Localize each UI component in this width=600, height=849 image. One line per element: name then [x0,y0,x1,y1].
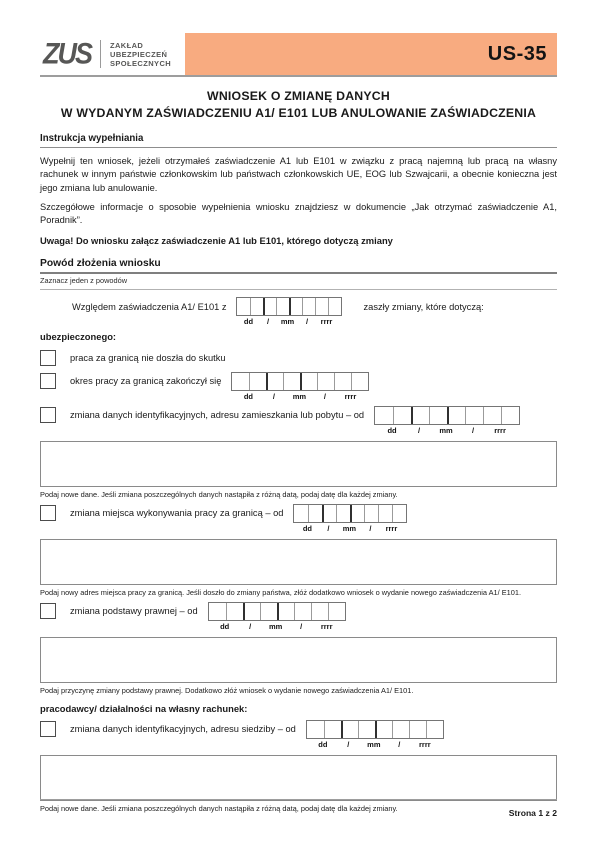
date-cell[interactable] [276,298,289,315]
caption-legal-basis-reason: Podaj przyczynę zmiany podstawy prawnej. Dodatkowo złóż wniosek o wydanie nowego zaświadczenia A1/ E101. [40,686,414,696]
date-cell[interactable] [375,407,393,424]
instructions-note: Uwaga! Do wniosku załącz zaświadczenie A1 lub E101, którego dotyczą zmiany [40,235,393,247]
date-cell[interactable] [266,373,283,390]
date-label-dd: dd [243,392,253,402]
date-cell[interactable] [429,407,447,424]
date-label-slash: / [305,317,309,327]
instructions-heading: Instrukcja wypełniania [40,133,557,148]
date-cell[interactable] [375,721,392,738]
date-label-yyyy: rrrr [494,426,506,436]
form-title-line1: WNIOSEK O ZMIANĘ DANYCH [207,89,390,103]
date-label-mm: mm [280,317,295,327]
reason-section-hint: Zaznacz jeden z powodów [40,274,557,290]
reason-label: zmiana danych identyfikacyjnych, adresu zamieszkania lub pobytu – od [70,410,365,421]
org-line-2: UBEZPIECZEŃ [110,49,168,59]
date-label-mm: mm [292,392,307,402]
date-cell[interactable] [328,603,345,620]
date-cell[interactable] [358,721,375,738]
date-label-slash: / [266,317,270,327]
date-label-mm: mm [439,426,453,436]
date-format-labels [231,392,369,401]
date-cell[interactable] [411,407,429,424]
date-cell[interactable] [283,373,300,390]
date-cell[interactable] [336,505,350,522]
form-title-line2: W WYDANYM ZAŚWIADCZENIU A1/ E101 LUB ANULOWANIE ZAŚWIADCZENIA [60,106,537,120]
date-cell[interactable] [289,298,302,315]
date-cell[interactable] [249,373,266,390]
date-cell[interactable] [226,603,243,620]
date-label-yyyy: rrrr [419,740,431,750]
date-cell[interactable] [378,505,392,522]
date-field-workplace-change[interactable] [293,504,407,533]
certificate-date-suffix: zaszły zmiany, które dotyczą: [363,302,484,313]
date-cells[interactable] [374,406,520,425]
caption-new-workplace-address: Podaj nowy adres miejsca pracy za granicą. Jeśli doszło do zmiany państwa, złóż dodatkowo wniosek o wydanie nowego zaświadczenia A1/ E101. [40,588,522,598]
checkbox-work-period-ended[interactable] [40,373,56,389]
date-label-slash: / [272,392,275,402]
date-field-id-data-change[interactable] [374,406,520,435]
date-field-certificate[interactable] [236,297,342,326]
date-cells[interactable] [231,372,369,391]
reason-label: zmiana danych identyfikacyjnych, adresu siedziby – od [70,724,296,735]
date-label-slash: / [327,524,330,534]
caption-employer-new-data: Podaj nowe dane. Jeśli zmiana poszczególnych danych nastąpiła z różną datą, podaj datę dla każdej zmiany. [40,804,398,814]
reason-label: okres pracy za granicą zakończył się [70,376,222,387]
reason-row-legal-basis-change [40,602,557,631]
date-cell[interactable] [308,505,322,522]
form-header [40,33,557,77]
date-cell[interactable] [350,505,364,522]
date-cell[interactable] [294,603,311,620]
reason-label: praca za granicą nie doszła do skutku [70,353,226,364]
org-line-3: SPOŁECZNYCH [110,58,172,68]
certificate-date-prefix: Względem zaświadczenia A1/ E101 z [72,302,227,313]
textarea-new-workplace-address[interactable] [40,539,557,585]
reason-row-work-period-ended [40,372,557,401]
checkbox-workplace-change[interactable] [40,505,56,521]
date-label-mm: mm [342,524,357,534]
date-field-work-period-ended[interactable] [231,372,369,401]
date-field-legal-basis-change[interactable] [208,602,346,631]
date-label-slash: / [418,426,421,436]
date-cells[interactable] [236,297,342,316]
date-cell[interactable] [315,298,328,315]
reason-row-employer-id-change [40,720,557,749]
date-label-dd: dd [220,622,230,632]
checkbox-id-data-change[interactable] [40,407,56,423]
date-label-yyyy: rrrr [385,524,398,534]
textarea-insured-new-data[interactable] [40,441,557,487]
date-label-slash: / [472,426,475,436]
date-label-dd: dd [302,524,312,534]
date-cell[interactable] [351,373,368,390]
reason-row-work-abroad-failed [40,349,557,367]
date-label-yyyy: rrrr [344,392,357,402]
form-code: US-35 [487,42,547,65]
date-cell[interactable] [393,407,411,424]
employer-subheading: pracodawcy/ działalności na własny rachunek: [40,703,248,715]
date-cell[interactable] [250,298,263,315]
checkbox-employer-id-change[interactable] [40,721,56,737]
date-cell[interactable] [447,407,465,424]
reason-row-id-data-change [40,406,557,435]
zus-logo: ZUS [43,37,91,70]
date-cell[interactable] [237,298,250,315]
checkbox-legal-basis-change[interactable] [40,603,56,619]
certificate-date-row [72,297,557,326]
date-format-labels [293,524,407,533]
date-cell[interactable] [302,298,315,315]
date-cell[interactable] [409,721,426,738]
date-cell[interactable] [294,505,308,522]
date-cell[interactable] [334,373,351,390]
date-cell[interactable] [341,721,358,738]
logo-divider [100,40,101,68]
date-cell[interactable] [311,603,328,620]
date-label-slash: / [369,524,372,534]
date-cell[interactable] [364,505,378,522]
date-cell[interactable] [317,373,334,390]
date-cell[interactable] [501,407,519,424]
date-cell[interactable] [260,603,277,620]
page-footer [40,799,557,818]
reason-label: zmiana miejsca wykonywania pracy za granicą – od [70,508,284,519]
date-cells[interactable] [293,504,407,523]
instructions-paragraph-1: Wypełnij ten wniosek, jeżeli otrzymałeś zaświadczenie A1 lub E101 w związku z pracą najemną lub pracą na własny rachunek w innym państwie członkowskim lub państwach członkowskich UE, EOG lub Szwajcarii, a obecnie konieczna jest jego zmiana lub anulowanie. [40,156,557,193]
date-cells[interactable] [306,720,444,739]
date-label-slash: / [398,740,401,750]
date-label-slash: / [347,740,350,750]
textarea-employer-new-data[interactable] [40,755,557,801]
date-cell[interactable] [328,298,341,315]
date-format-labels [208,622,346,631]
date-label-slash: / [323,392,326,402]
date-label-yyyy: rrrr [320,317,333,327]
date-cell[interactable] [483,407,501,424]
reason-section-heading: Powód złożenia wniosku [40,258,557,274]
date-cell[interactable] [307,721,324,738]
date-label-dd: dd [387,426,397,436]
instructions-paragraph-2: Szczegółowe informacje o sposobie wypełnienia wniosku znajdziesz w dokumencie „Jak otrzymać zaświadczenie A1, Poradnik”. [40,201,557,226]
date-label-dd: dd [243,317,254,327]
date-cell[interactable] [426,721,443,738]
date-cell[interactable] [465,407,483,424]
date-format-labels [374,426,520,435]
date-label-mm: mm [367,740,381,750]
date-cell[interactable] [392,721,409,738]
date-cell[interactable] [243,603,260,620]
reason-row-workplace-change [40,504,557,533]
date-label-slash: / [249,622,252,632]
date-cell[interactable] [277,603,294,620]
date-format-labels [236,317,342,326]
date-label-yyyy: rrrr [320,622,333,632]
date-cell[interactable] [322,505,336,522]
date-label-dd: dd [318,740,328,750]
textarea-legal-basis-reason[interactable] [40,637,557,683]
date-label-mm: mm [268,622,283,632]
reason-label: zmiana podstawy prawnej – od [70,606,198,617]
date-cells[interactable] [208,602,346,621]
date-cell[interactable] [324,721,341,738]
checkbox-work-abroad-failed[interactable] [40,350,56,366]
zus-logo-block [40,33,185,75]
caption-insured-new-data: Podaj nowe dane. Jeśli zmiana poszczególnych danych nastąpiła z różną datą, podaj datę dla każdej zmiany. [40,490,398,500]
date-field-employer-id-change[interactable] [306,720,444,749]
date-label-slash: / [300,622,303,632]
page-number: Strona 1 z 2 [508,808,557,818]
org-line-1: ZAKŁAD [110,40,144,50]
date-cell[interactable] [300,373,317,390]
date-cell[interactable] [209,603,226,620]
accent-bar [185,33,557,75]
form-title [40,88,557,122]
date-cell[interactable] [263,298,276,315]
date-cell[interactable] [232,373,249,390]
date-cell[interactable] [392,505,406,522]
org-name [110,41,171,68]
insured-subheading: ubezpieczonego: [40,331,117,343]
date-format-labels [306,740,444,749]
